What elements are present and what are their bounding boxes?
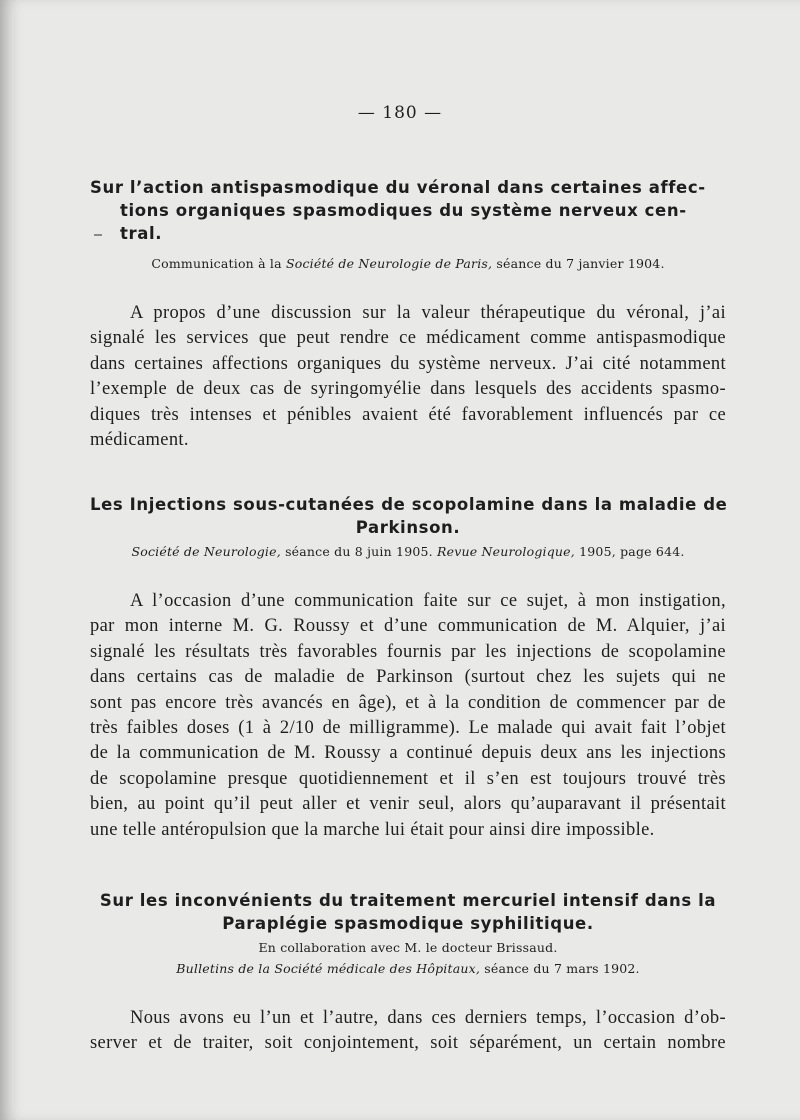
print-speck [94,234,102,236]
paragraph-line: l’exemple de deux cas de syringomyélie dans lesquels des accidents spasmo- [90,379,726,400]
paragraph-line: diques très intenses et pénibles avaient été favorablement influencés par ce [90,404,726,425]
title-line: Sur les inconvénients du traitement mercuriel intensif dans la [99,891,717,910]
section-mercuriel [90,889,726,1057]
section-paragraph [90,1006,726,1057]
paragraph-line: de scopolamine presque quotidiennement et il s’en est toujours trouvé très [90,768,726,789]
paragraph-line: médicament. [90,430,189,451]
section-title [90,889,726,935]
paragraph-line: très faibles doses (1 à 2/10 de milligramme). Le malade qui avait fait l’objet [90,718,726,739]
paragraph-line: bien, au point qu’il peut aller et venir seul, alors qu’auparavant il présentait [90,794,726,815]
title-line: Parkinson. [355,518,461,537]
section-scopolamine [90,493,726,843]
section-title [90,176,726,245]
paragraph-line: server et de traiter, soit conjointement, soit séparément, un certain nombre [90,1033,726,1054]
paragraph-line: signalé les services que peut rendre ce médicament comme antispasmodique [90,328,726,349]
paragraph-line: signalé les résultats très favorables fournis par les injections de scopolamine [90,641,726,662]
paragraph-line: dans certains cas de maladie de Parkinson (surtout chez les sujets qui ne [90,667,726,688]
paragraph-line: Nous avons eu l’un et l’autre, dans ces derniers temps, l’occasion d’ob- [130,1008,726,1028]
publication-note: Société de Neurologie, séance du 8 juin 1905. Revue Neurologique, 1905, page 644. [131,544,685,559]
paragraph-line: A l’occasion d’une communication faite sur ce sujet, à mon instigation, [130,591,726,611]
title-line: tions organiques spasmodiques du système nerveux cen- [120,201,687,220]
title-line: tral. [120,224,163,243]
title-line: Paraplégie spasmodique syphilitique. [222,914,594,933]
section-veronal [90,176,726,453]
section-paragraph [90,301,726,453]
paragraph-line: de la communication de M. Roussy a continué depuis deux ans les injections [90,743,726,764]
publication-note: Communication à la Société de Neurologie de Paris, séance du 7 janvier 1904. [151,256,665,271]
paragraph-line: une telle antéropulsion que la marche lui était pour ainsi dire impossible. [90,819,655,840]
paragraph-line: dans certaines affections organiques du système nerveux. J’ai cité notamment [90,353,726,374]
publication-note: Bulletins de la Société médicale des Hôpitaux, séance du 7 mars 1902. [176,961,640,976]
title-line: Sur l’action antispasmodique du véronal dans certaines affec- [90,178,706,197]
section-title [90,493,726,539]
paragraph-line: par mon interne M. G. Roussy et d’une communication de M. Alquier, j’ai [90,616,726,637]
page-number: — 180 — [357,103,443,123]
paragraph-line: A propos d’une discussion sur la valeur thérapeutique du véronal, j’ai [130,303,726,323]
section-paragraph [90,589,726,843]
title-line: Les Injections sous-cutanées de scopolamine dans la maladie de [90,495,728,514]
paragraph-line: sont pas encore très avancés en âge), et à la condition de commencer par de [90,692,726,713]
collaboration-note: En collaboration avec M. le docteur Brissaud. [258,940,558,955]
